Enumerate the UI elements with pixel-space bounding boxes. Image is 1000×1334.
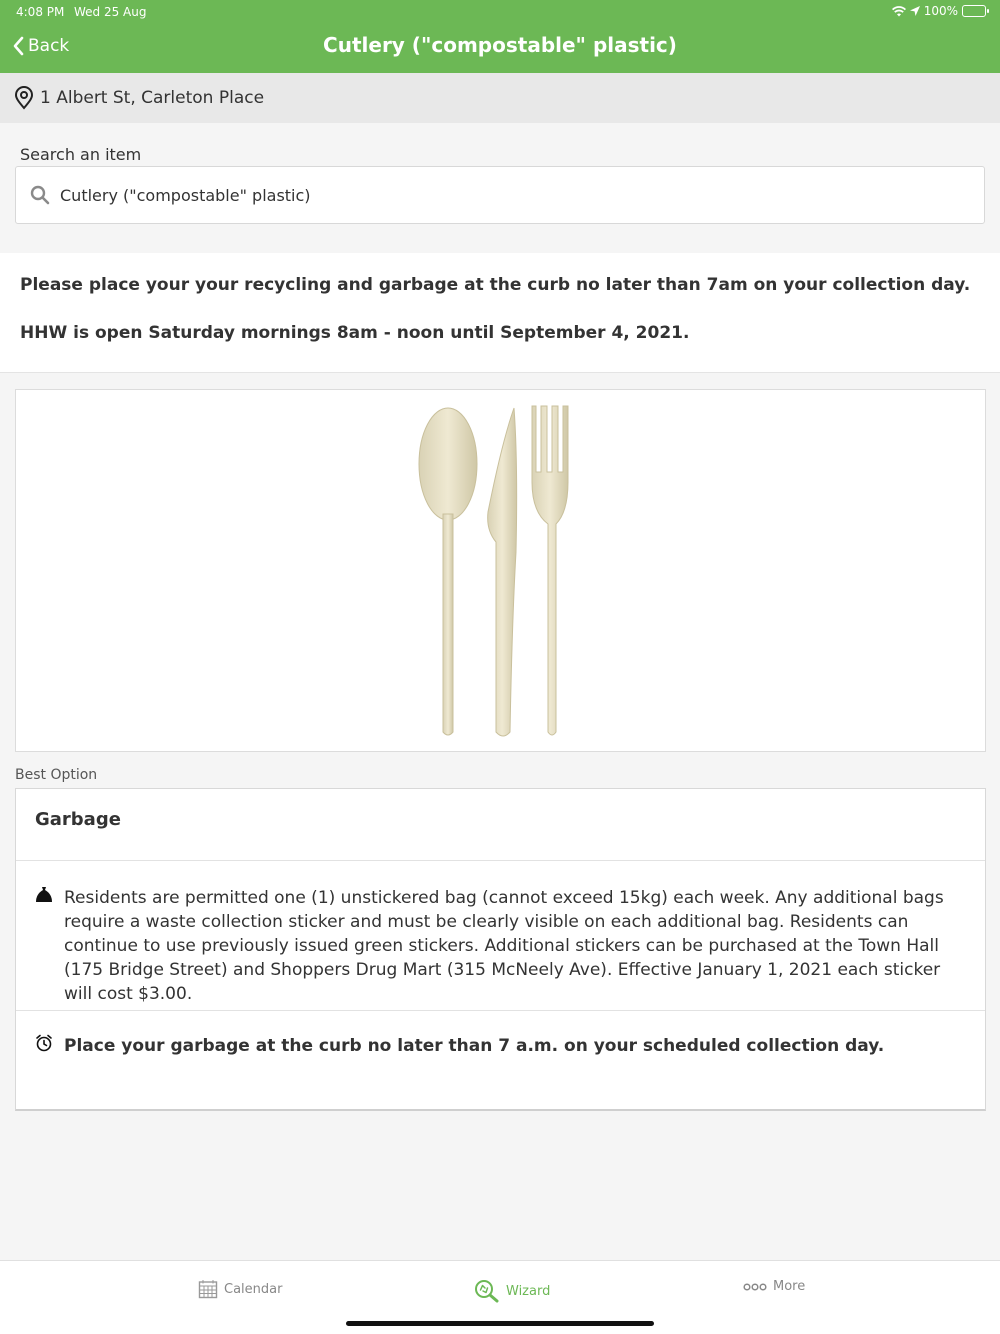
- search-label: Search an item: [20, 145, 142, 164]
- back-label: Back: [28, 36, 70, 56]
- divider: [16, 860, 985, 861]
- wifi-icon: [892, 6, 906, 17]
- search-icon: [30, 185, 50, 205]
- tab-calendar-label: Calendar: [224, 1281, 283, 1297]
- item-image-panel: [15, 389, 986, 752]
- schedule-note: Place your garbage at the curb no later than 7 a.m. on your scheduled collection day.: [64, 1036, 885, 1056]
- notice-line-1: Please place your your recycling and garbage at the curb no later than 7am on your collection day.: [20, 275, 971, 295]
- best-option-card: [15, 788, 986, 1111]
- status-time: 4:08 PM: [16, 5, 65, 19]
- best-option-label: Best Option: [15, 767, 98, 783]
- tab-wizard[interactable]: [474, 1279, 550, 1303]
- location-bar[interactable]: [0, 73, 1000, 123]
- status-date: Wed 25 Aug: [74, 5, 147, 19]
- location-address: 1 Albert St, Carleton Place: [40, 88, 265, 108]
- divider: [16, 1010, 985, 1011]
- wizard-icon: [474, 1279, 500, 1303]
- search-box[interactable]: [15, 166, 985, 224]
- more-icon: [743, 1282, 767, 1292]
- home-indicator: [346, 1321, 654, 1326]
- garbage-bag-icon: [35, 886, 53, 904]
- header: [0, 0, 1000, 73]
- cutlery-image: [416, 402, 586, 742]
- battery-percent: 100%: [923, 4, 958, 18]
- option-title: Garbage: [35, 809, 121, 830]
- tab-wizard-label: Wizard: [506, 1283, 551, 1299]
- search-input[interactable]: [60, 186, 940, 205]
- notice-panel: [0, 253, 1000, 373]
- notice-line-2: HHW is open Saturday mornings 8am - noon until September 4, 2021.: [20, 323, 690, 343]
- alarm-clock-icon: [35, 1034, 53, 1052]
- page-title: Cutlery ("compostable" plastic): [323, 33, 677, 57]
- status-indicators: [892, 4, 986, 18]
- location-arrow-icon: [910, 6, 920, 16]
- tab-more[interactable]: [743, 1279, 805, 1294]
- tab-calendar[interactable]: [198, 1279, 282, 1299]
- location-pin-icon: [14, 86, 34, 110]
- tab-more-label: More: [773, 1279, 806, 1294]
- calendar-icon: [198, 1279, 218, 1299]
- search-section: [0, 123, 1000, 253]
- battery-icon: [962, 5, 986, 17]
- option-description: Residents are permitted one (1) unstickered bag (cannot exceed 15kg) each week. Any additional bags require a waste collection sticker and must be clearly visible on each additional bag. Residents can continue to use previously issued green stickers. Additional stickers can be purchased at the Town Hall (175 Bridge Street) and Shoppers Drug Mart (315 McNeely Ave). Effective January 1, 2021 each sticker will cost $3.00.: [64, 888, 944, 1004]
